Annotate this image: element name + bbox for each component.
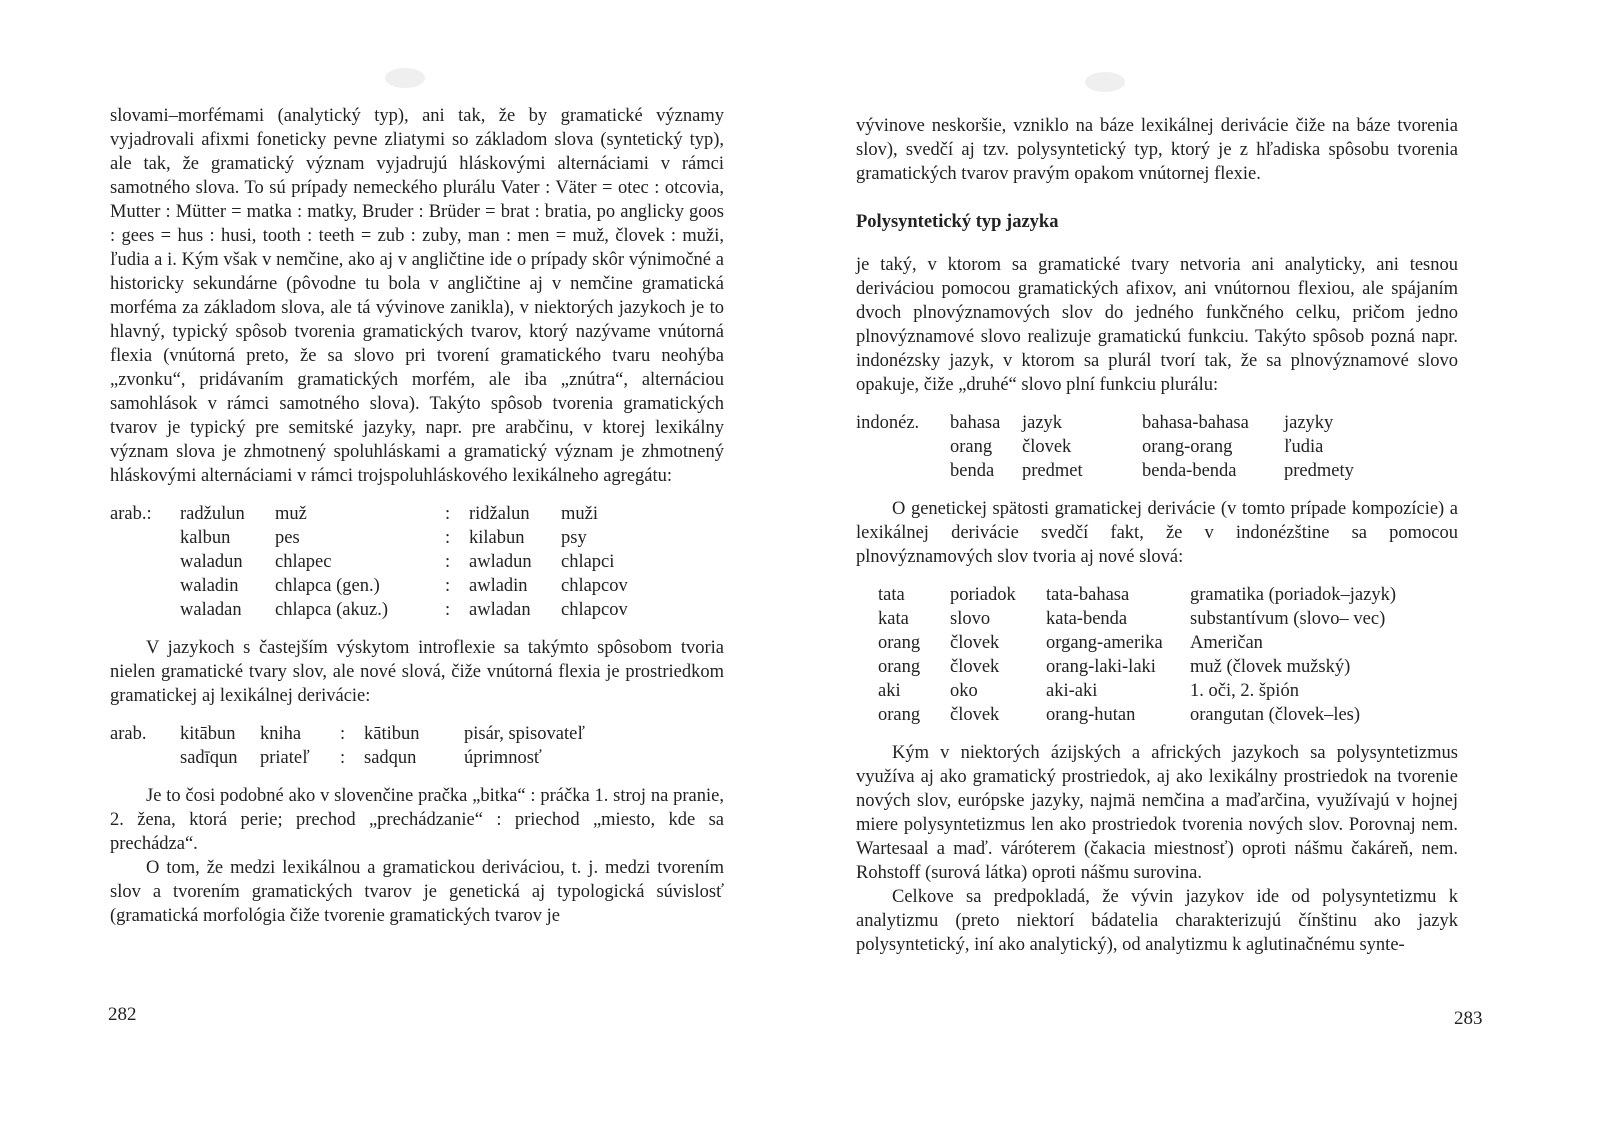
left-page-text [110,104,724,928]
table-cell: chlapci [561,552,615,572]
table-cell: tata [878,585,905,605]
table-cell: waladin [180,576,239,596]
table-cell: kitābun [180,724,236,744]
paragraph: Celkove sa predpokladá, že vývin jazykov ide od polysyntetizmu k analytizmu (preto niektorí bádatelia charakterizujú čínštinu ako jazyk polysyntetický, iní ako analytický), od analytizmu k aglutinačnému synte- [856,887,1458,955]
table-cell: orang [950,437,993,457]
paragraph: V jazykoch s častejším výskytom introflexie sa takýmto spôsobom tvoria nielen gramatické tvary slov, ale nové slová, čiže vnútorná flexia je prostriedkom gramatickej aj lexikálnej derivácie: [110,638,724,706]
table-cell: chlapca (gen.) [275,576,380,596]
table-cell: Američan [1190,633,1263,653]
table-cell: muž (človek mužský) [1190,657,1351,677]
table-cell: orangutan (človek–les) [1190,705,1361,725]
table-row [856,411,1394,435]
table-cell: kniha [260,724,302,744]
language-label [856,435,950,459]
arabic-plural-table [110,502,661,622]
table-row [878,679,1420,703]
table-cell: substantívum (slovo– vec) [1190,609,1386,629]
paragraph: je taký, v ktorom sa gramatické tvary netvoria ani analyticky, ani tesnou deriváciou pomocou gramatických afixov, ani vnútornou flexiou, ale spájaním dvoch plnovýznamových slov do jedného funkčného celku, pričom jedno plnovýznamové slovo realizuje gramatickú funkciu. Takýto spôsob pozná napr. indonézsky jazyk, v ktorom sa plurál tvorí tak, že sa plnovýznamové slovo opakuje, čiže „druhé“ slovo plní funkciu plurálu: [856,255,1458,395]
table-cell: chlapcov [561,600,628,620]
table-row [110,526,661,550]
table-cell: bahasa [950,413,1001,433]
table-row [110,746,624,770]
paragraph: O tom, že medzi lexikálnou a gramatickou deriváciou, t. j. medzi tvorením slov a tvorením gramatických tvarov je genetická aj typologická súvislosť (gramatická morfológia čiže tvorenie gramatických tvarov je [110,858,724,926]
table-cell: benda-benda [1142,461,1237,481]
table-cell: orang [878,633,921,653]
table-row [856,459,1394,483]
table-cell: predmet [1022,461,1083,481]
table-cell: poriadok [950,585,1016,605]
table-cell: muž [275,504,307,524]
table-cell: človek [1022,437,1072,457]
section-heading: Polysyntetický typ jazyka [856,212,1059,232]
table-cell: ridžalun [469,504,530,524]
table-cell: kātibun [364,724,420,744]
table-row [110,722,624,746]
table-cell: tata-bahasa [1046,585,1130,605]
table-cell: orang-hutan [1046,705,1136,725]
table-cell: gramatika (poriadok–jazyk) [1190,585,1396,605]
scan-smudge [1085,72,1125,92]
table-cell: kilabun [469,528,525,548]
table-cell: človek [950,657,1000,677]
table-cell: priateľ [260,748,310,768]
table-cell: psy [561,528,587,548]
table-cell: organg-amerika [1046,633,1163,653]
table-cell: : [445,576,451,596]
paragraph: slovami–morfémami (analytický typ), ani tak, že by gramatické významy vyjadrovali afixmi foneticky pevne zliatymi so základom slova (syntetický typ), ale tak, že gramatický význam vyjadrujú hláskovými alternáciami v rámci samotného slova. To sú prípady nemeckého plurálu Vater : Väter = otec : otcovia, Mutter : Mütter = matka : matky, Bruder : Brüder = brat : bratia, po anglicky goos : gees = hus : husi, tooth : teeth = zub : zuby, man : men = muž, človek : muži, ľudia a i. Kým však v nemčine, ako aj v angličtine ide o prípady skôr výnimočné a historicky sekundárne (pôvodne tu bola v angličtine aj v nemčine gramatická morféma za základom slova, ale tá vývinove zanikla), v niektorých jazykoch je to hlavný, typický spôsob tvorenia gramatických tvarov, ktorý nazývame vnútorná flexia (vnútorná preto, že sa slovo pri tvorení gramatického tvaru neohýba „zvonku“, pridávaním gramatických morfém, ale iba „znútra“, alternáciou samohlások v rámci samotného slova). Takýto spôsob tvorenia gramatických tvarov je typický pre semitské jazyky, napr. pre arabčinu, v ktorej lexikálny význam slova je zhmotnený spoluhláskami a gramatický význam je zhmotnený hláskovými alternáciami v rámci trojspoluhláskového lexikálneho agregátu: [110,106,724,486]
table-cell: predmety [1284,461,1354,481]
table-cell: sadīqun [180,748,238,768]
table-cell: : [340,724,346,744]
table-cell: orang-laki-laki [1046,657,1156,677]
table-cell: : [445,552,451,572]
language-label: arab. [110,724,147,744]
language-label: indonéz. [856,413,920,433]
table-cell: : [445,528,451,548]
language-label [110,550,180,574]
table-cell: kata-benda [1046,609,1128,629]
table-cell: chlapcov [561,576,628,596]
table-row [878,583,1420,607]
table-cell: orang [878,705,921,725]
page-number: 282 [108,1004,137,1025]
paragraph: vývinove neskoršie, vzniklo na báze lexikálnej derivácie čiže na báze tvorenia slov), svedčí aj tzv. polysyntetický typ, ktorý je z hľadiska spôsobu tvorenia gramatických tvarov pravým opakom vnútornej flexie. [856,116,1458,184]
table-cell: benda [950,461,995,481]
table-row [878,655,1420,679]
language-label [110,574,180,598]
language-label [856,459,950,483]
language-label [110,746,180,770]
table-cell: aki [878,681,901,701]
table-row [110,598,661,622]
table-cell: awladin [469,576,528,596]
indonesian-plural-table [856,411,1394,483]
right-page [800,0,1600,1133]
table-row [878,703,1420,727]
table-cell: : [445,600,451,620]
table-cell: awladan [469,600,531,620]
table-cell: chlapca (akuz.) [275,600,388,620]
table-cell: orang [878,657,921,677]
language-label: arab.: [110,504,152,524]
table-cell: oko [950,681,978,701]
table-cell: kalbun [180,528,231,548]
table-cell: waladan [180,600,242,620]
table-row [110,502,661,526]
table-cell: človek [950,705,1000,725]
table-cell: aki-aki [1046,681,1098,701]
table-cell: : [445,504,451,524]
indonesian-compound-table [878,583,1420,727]
paragraph: O genetickej spätosti gramatickej derivácie (v tomto prípade kompozície) a lexikálnej derivácie svedčí fakt, že v indonézštine sa pomocou plnovýznamových slov tvoria aj nové slová: [856,499,1458,567]
table-cell: pes [275,528,300,548]
table-cell: jazyk [1022,413,1063,433]
table-cell: 1. oči, 2. špión [1190,681,1299,701]
table-row [856,435,1394,459]
paragraph: Kým v niektorých ázijských a afrických jazykoch sa polysyntetizmus využíva aj ako gramatický prostriedok, aj ako lexikálny prostriedok na tvorenie nových slov, európske jazyky, najmä nemčina a maďarčina, využívajú v hojnej miere polysyntetizmus len ako prostriedok tvorenia nových slov. Porovnaj nem. Wartesaal a maď. váróterem (čakacia miestnosť) oproti nášmu čakáreň, nem. Rohstoff (surová látka) oproti nášmu surovina. [856,743,1458,883]
table-cell: kata [878,609,909,629]
table-row [110,550,661,574]
table-cell: človek [950,633,1000,653]
table-cell: muži [561,504,598,524]
table-cell: bahasa-bahasa [1142,413,1249,433]
table-cell: awladun [469,552,532,572]
arabic-derivation-table [110,722,624,770]
table-row [110,574,661,598]
table-cell: slovo [950,609,991,629]
language-label [110,526,180,550]
table-cell: chlapec [275,552,332,572]
table-row [878,631,1420,655]
scan-smudge [385,68,425,88]
right-page-text [856,114,1458,957]
table-row [878,607,1420,631]
table-cell: sadqun [364,748,417,768]
paragraph: Je to čosi podobné ako v slovenčine pračka „bitka“ : práčka 1. stroj na pranie, 2. žena, ktorá perie; prechod „prechádzanie“ : priechod „miesto, kde sa prechádza“. [110,786,724,854]
table-cell: úprimnosť [464,748,542,768]
table-cell: pisár, spisovateľ [464,724,585,744]
table-cell: waladun [180,552,243,572]
table-cell: jazyky [1284,413,1334,433]
table-cell: radžulun [180,504,245,524]
table-cell: orang-orang [1142,437,1233,457]
page-number: 283 [1454,1008,1483,1029]
language-label [110,598,180,622]
table-cell: : [340,748,346,768]
table-cell: ľudia [1284,437,1324,457]
